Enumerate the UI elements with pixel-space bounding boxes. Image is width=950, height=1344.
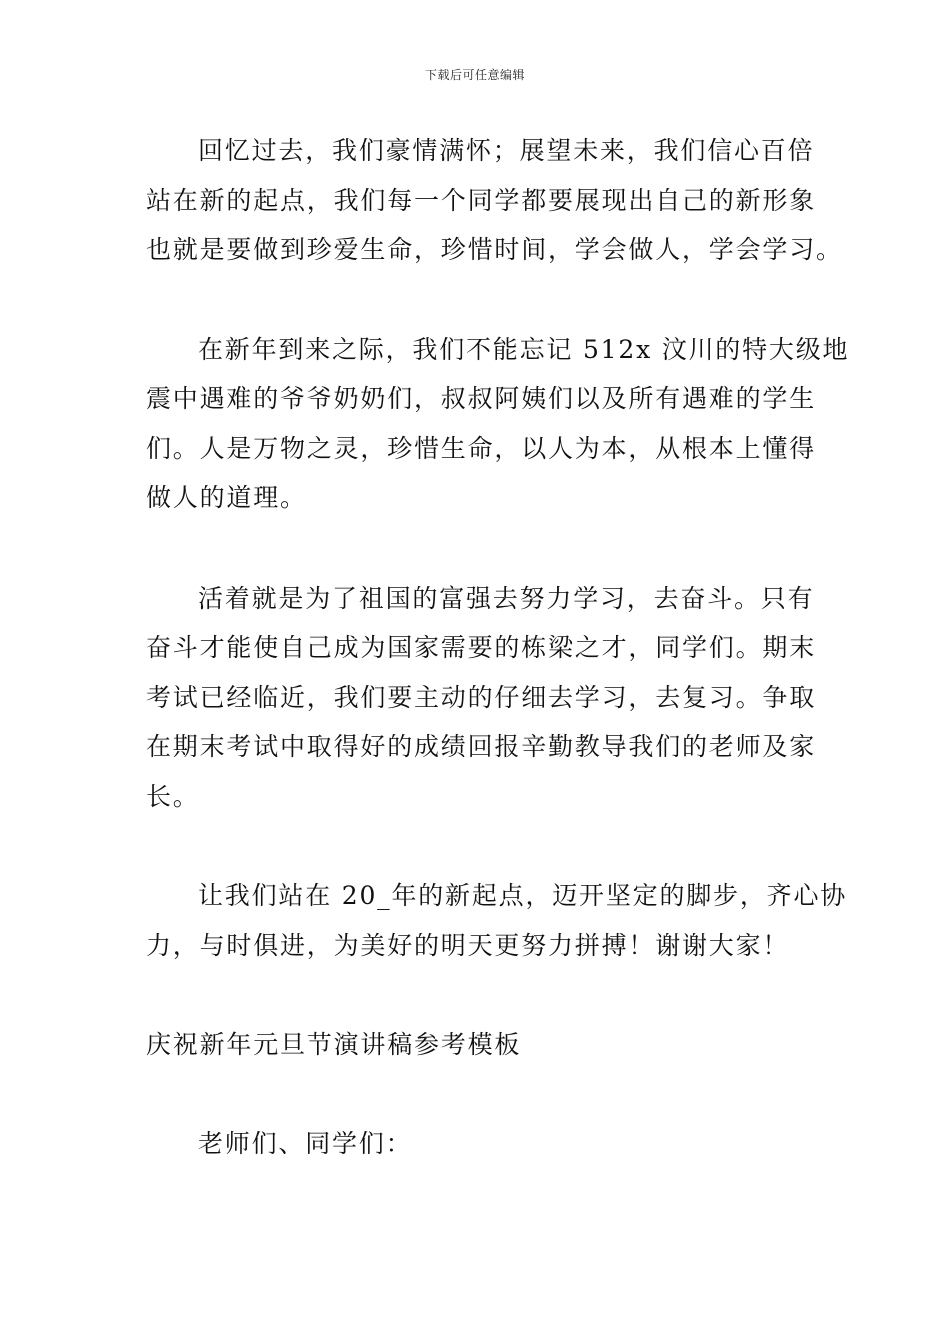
- paragraph-line: 活着就是为了祖国的富强去努力学习，去奋斗。只有: [198, 584, 815, 613]
- paragraph-line: 力，与时俱进，为美好的明天更努力拼搏！谢谢大家！: [146, 931, 790, 960]
- paragraph-line: 考试已经临近，我们要主动的仔细去学习，去复习。争取: [146, 683, 817, 712]
- salutation: 老师们、同学们：: [198, 1129, 413, 1158]
- paragraph-line: 震中遇难的爷爷奶奶们，叔叔阿姨们以及所有遇难的学生: [146, 384, 817, 413]
- paragraph-line: 在新年到来之际，我们不能忘记 512x 汶川的特大级地: [198, 335, 850, 364]
- paragraph-line: 做人的道理。: [146, 483, 307, 512]
- paragraph-line: 奋斗才能使自己成为国家需要的栋梁之才，同学们。期末: [146, 633, 817, 662]
- section-title: 庆祝新年元旦节演讲稿参考模板: [146, 1030, 522, 1059]
- paragraph-line: 也就是要做到珍爱生命，珍惜时间，学会做人，学会学习。: [146, 235, 843, 264]
- paragraph-line: 回忆过去，我们豪情满怀；展望未来，我们信心百倍: [198, 136, 815, 165]
- paragraph-line: 在期末考试中取得好的成绩回报辛勤教导我们的老师及家: [146, 732, 817, 761]
- paragraph-line: 们。人是万物之灵，珍惜生命，以人为本，从根本上懂得: [146, 434, 817, 463]
- paragraph-line: 长。: [146, 782, 200, 811]
- paragraph-line: 站在新的起点，我们每一个同学都要展现出自己的新形象: [146, 186, 817, 215]
- paragraph-line: 让我们站在 20_年的新起点，迈开坚定的脚步，齐心协: [198, 881, 848, 910]
- page-header: 下载后可任意编辑: [424, 68, 525, 82]
